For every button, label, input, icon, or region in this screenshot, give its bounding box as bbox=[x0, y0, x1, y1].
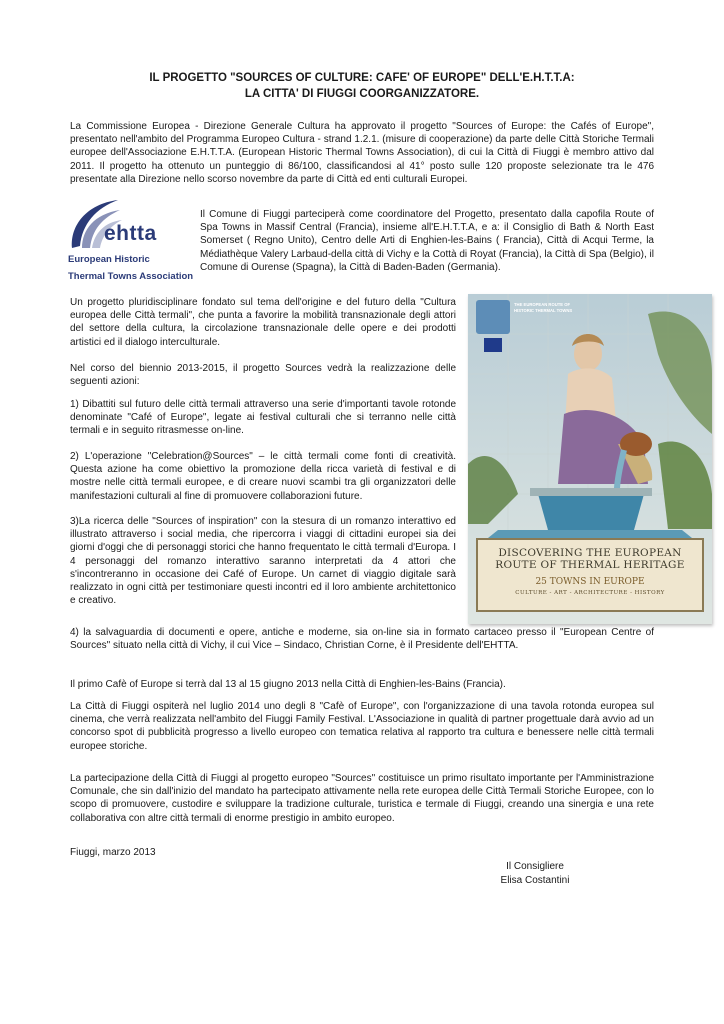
page-title bbox=[70, 70, 654, 102]
conclusion-paragraph: La partecipazione della Città di Fiuggi al progetto europeo "Sources" costituisce un primo risultato importante per l'Amministrazione Comunale, che sin dall'inizio del mandato ha partecipato attivamente nella rete europea delle Città Termali Storiche Europee, con lo scopo di promuovere, custodire e sviluppare la tradizione culturale, turistica e termale di Fiuggi, creando una sinergia e una rete collaborativa con altre città termali di enorme prestigio in ambito europeo. bbox=[70, 773, 654, 824]
first-cafe-paragraph: Il primo Cafè of Europe si terrà dal 13 al 15 giugno 2013 nella Città di Enghien-les-Bains (Francia). bbox=[70, 679, 506, 690]
logo-line-1: European Historic bbox=[68, 254, 150, 265]
poster-banner-line-2: ROUTE OF THERMAL HERITAGE bbox=[495, 559, 685, 571]
signature-name: Elisa Costantini bbox=[500, 874, 570, 886]
logo-line-2: Thermal Towns Association bbox=[68, 271, 194, 282]
title-line-2: LA CITTA' DI FIUGGI COORGANIZZATORE. bbox=[244, 88, 480, 100]
ehtta-logo bbox=[66, 196, 200, 288]
poster-corner-text: THE EUROPEAN ROUTE OF HISTORIC THERMAL TOWNS bbox=[514, 302, 573, 313]
action-4-paragraph: 4) la salvaguardia di documenti e opere, antiche e moderne, sia on-line sia in formato cartaceo presso il "European Centre of Sources" situato nella città di Vichy, il cui Vice – Sindaco, Christian Corne, è il Presidente dell'EHTTA. bbox=[70, 627, 654, 652]
poster-banner-line-3: 25 TOWNS IN EUROPE bbox=[535, 577, 645, 587]
place-date: Fiuggi, marzo 2013 bbox=[70, 847, 156, 858]
poster-banner bbox=[476, 538, 704, 612]
action-1-paragraph: 1) Dibattiti sul futuro delle città termali attraverso una serie d'importanti tavole rotonde denominate "Café of Europe", legate ai festival culturali che si terranno nelle città termali e in seguito ritrasmesse on-line. bbox=[70, 399, 456, 437]
action-2-paragraph: 2) L'operazione "Celebration@Sources" – le città termali come fonti di creatività. Questa azione ha come obiettivo la promozione della ricca varietà di festival e di mostre nelle città termali europee, e di creare nuovi scambi tra gli organizzatori delle manifestazioni culturali al fine di promuovere collaborazioni future. bbox=[70, 451, 456, 502]
logo-brand: ehtta bbox=[104, 222, 157, 245]
title-line-1: IL PROGETTO "SOURCES OF CULTURE: CAFE' OF EUROPE" DELL'E.H.T.T.A: bbox=[149, 72, 575, 84]
biennium-paragraph: Nel corso del biennio 2013-2015, il progetto Sources vedrà la realizzazione delle seguenti azioni: bbox=[70, 363, 456, 388]
fiuggi-2014-paragraph: La Città di Fiuggi ospiterà nel luglio 2014 uno degli 8 "Cafè of Europe", con l'organizzazione di una tavola rotonda europea sul cinema, che verrà realizzata nell'ambito del Fiuggi Family Festival. L'Associazione in qualità di partner progettuale darà avvio ad un concorso spot di pubblicità progresso a livello europeo con tematica relativa al rapporto tra cultura e benessere nelle città termali europee storiche. bbox=[70, 701, 654, 752]
multidisciplinary-paragraph: Un progetto pluridisciplinare fondato sul tema dell'origine e del futuro della "Cultura europea delle Città termali", che punta a favorire la mobilità transnazionale degli attori del settore della cultura, la circolazione transnazionale delle opere e dei prodotti artistici ed il dialogo interculturale. bbox=[70, 297, 456, 348]
coordinator-paragraph: Il Comune di Fiuggi parteciperà come coordinatore del Progetto, presentato dalla capofila Route of Spa Towns in Massif Central (Francia), insieme all'E.H.T.T.A, e a: il Consiglio di Bath & North East Somerset ( Regno Unito), Centro delle Arti di Enghien-les-Bains ( Francia), Città di Acqui Terme, la Médiathèque Valery Larbaud-della città di Vichy e la Cottà di Royat (Francia), la Città di Spa (Belgio), il Comune di Ourense (Spagna), la Città di Baden-Baden (Germania). bbox=[200, 209, 654, 273]
poster-banner-line-4: CULTURE - ART - ARCHITECTURE - HISTORY bbox=[515, 590, 665, 596]
action-3-paragraph: 3)La ricerca delle "Sources of inspiration" con la stesura di un romanzo interattivo ed illustrato attraverso i social media, che ripercorra i viaggi di cittadini europei sia dei giorni d'oggi che di personaggi storici che hanno frequentato le città termali d'Europa. I 4 personaggi del romanzo interattivo saranno interpretati da 4 attori che s'incontreranno in occasione dei Café of Europe. Un carnet di viaggio digitale sarà realizzato in ogni città per testimoniare questi incontri ed il loro ambiente architettonico e creativo. bbox=[70, 516, 456, 607]
thermal-heritage-poster bbox=[468, 294, 712, 624]
signature-block bbox=[498, 860, 572, 887]
signature-role: Il Consigliere bbox=[506, 861, 564, 872]
poster-banner-line-1: DISCOVERING THE EUROPEAN bbox=[498, 547, 682, 559]
intro-paragraph: La Commissione Europea - Direzione Generale Cultura ha approvato il progetto "Sources of Europe: the Cafés of Europe", presentato nell'ambito del Programma Europeo Cultura - strand 1.2.1. (misure di cooperazione) da parte delle Città Storiche Termali europee dell'Associazione E.H.T.T.A. (European Historic Thermal Towns Association), di cui la Città di Fiuggi è membro attivo dal 2011. Il progetto ha ottenuto un punteggio di 86/100, classificandosi al 41° posto sulle 120 proposte selezionate tra le 476 presentate alla Direzione nello scorso novembre da parte di Città ed enti culturali Europei. bbox=[70, 121, 654, 185]
